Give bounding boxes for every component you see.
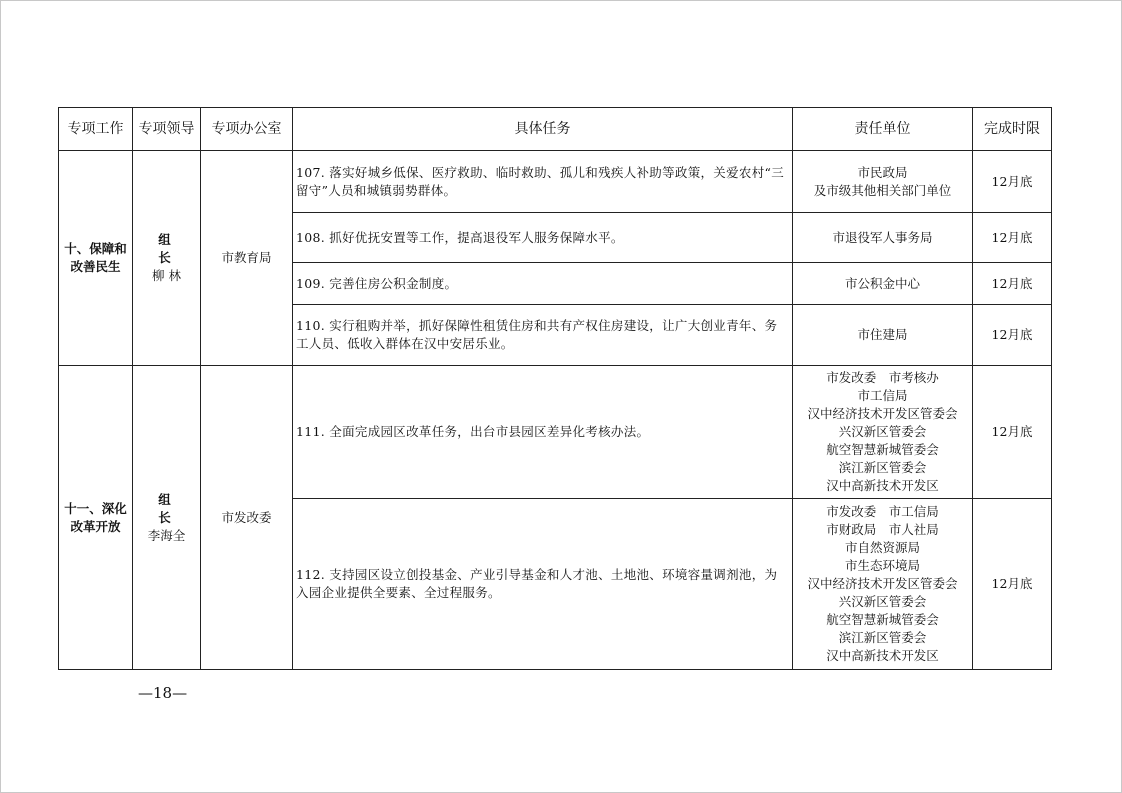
deadline-cell: 12月底 bbox=[973, 366, 1052, 499]
unit-cell bbox=[793, 366, 973, 499]
group-work-cell: 十一、深化改革开放 bbox=[59, 366, 133, 670]
leader-name: 李海全 bbox=[147, 527, 186, 543]
unit-line: 滨江新区管委会 bbox=[838, 630, 927, 645]
unit-line: 滨江新区管委会 bbox=[838, 460, 927, 475]
group-office-cell: 市教育局 bbox=[201, 151, 293, 366]
unit-line: 汉中高新技术开发区 bbox=[826, 648, 939, 663]
header-special-office: 专项办公室 bbox=[201, 108, 293, 151]
unit-line: 市住建局 bbox=[857, 327, 908, 342]
unit-line: 汉中高新技术开发区 bbox=[826, 478, 939, 493]
header-special-leader: 专项领导 bbox=[133, 108, 201, 151]
deadline-cell: 12月底 bbox=[973, 213, 1052, 263]
table-row bbox=[59, 151, 1052, 213]
group-leader-cell bbox=[133, 151, 201, 366]
task-cell: 107. 落实好城乡低保、医疗救助、临时救助、孤儿和残疾人补助等政策，关爱农村“三留守”人员和城镇弱势群体。 bbox=[293, 151, 793, 213]
group-work-cell: 十、保障和改善民生 bbox=[59, 151, 133, 366]
task-cell: 111. 全面完成园区改革任务，出台市县园区差异化考核办法。 bbox=[293, 366, 793, 499]
header-specific-task: 具体任务 bbox=[293, 108, 793, 151]
group-leader-cell bbox=[133, 366, 201, 670]
unit-line: 市生态环境局 bbox=[844, 558, 920, 573]
deadline-cell: 12月底 bbox=[973, 499, 1052, 670]
unit-line: 及市级其他相关部门单位 bbox=[813, 182, 952, 198]
deadline-cell: 12月底 bbox=[973, 151, 1052, 213]
unit-line: 市工信局 bbox=[857, 388, 908, 403]
header-special-work: 专项工作 bbox=[59, 108, 133, 151]
task-table bbox=[58, 107, 1052, 670]
task-cell: 110. 实行租购并举，抓好保障性租赁住房和共有产权住房建设，让广大创业青年、务工人员、低收入群体在汉中安居乐业。 bbox=[293, 305, 793, 366]
unit-line: 市财政局 市人社局 bbox=[826, 522, 939, 537]
unit-cell bbox=[793, 305, 973, 366]
unit-cell bbox=[793, 213, 973, 263]
deadline-cell: 12月底 bbox=[973, 263, 1052, 305]
unit-line: 市公积金中心 bbox=[844, 275, 920, 291]
unit-cell bbox=[793, 263, 973, 305]
page-number: —18— bbox=[138, 684, 188, 702]
header-responsible-unit: 责任单位 bbox=[793, 108, 973, 151]
unit-cell bbox=[793, 499, 973, 670]
task-cell: 109. 完善住房公积金制度。 bbox=[293, 263, 793, 305]
unit-line: 航空智慧新城管委会 bbox=[826, 612, 939, 627]
unit-line: 市发改委 市考核办 bbox=[826, 370, 939, 385]
unit-line: 市发改委 市工信局 bbox=[826, 504, 939, 519]
unit-line: 汉中经济技术开发区管委会 bbox=[807, 406, 958, 421]
unit-line: 汉中经济技术开发区管委会 bbox=[807, 576, 958, 591]
leader-title: 组 长 bbox=[158, 491, 181, 525]
unit-line: 兴汉新区管委会 bbox=[838, 594, 927, 609]
header-deadline: 完成时限 bbox=[973, 108, 1052, 151]
unit-line: 市退役军人事务局 bbox=[832, 229, 933, 245]
unit-line: 航空智慧新城管委会 bbox=[826, 442, 939, 457]
unit-line: 兴汉新区管委会 bbox=[838, 424, 927, 439]
deadline-cell: 12月底 bbox=[973, 305, 1052, 366]
task-cell: 108. 抓好优抚安置等工作，提高退役军人服务保障水平。 bbox=[293, 213, 793, 263]
task-cell: 112. 支持园区设立创投基金、产业引导基金和人才池、土地池、环境容量调剂池，为入园企业提供全要素、全过程服务。 bbox=[293, 499, 793, 670]
table-row bbox=[59, 366, 1052, 499]
leader-name: 柳 林 bbox=[152, 268, 181, 283]
unit-line: 市自然资源局 bbox=[844, 540, 920, 555]
unit-line: 市民政局 bbox=[857, 164, 908, 180]
leader-title: 组 长 bbox=[158, 232, 181, 265]
unit-cell bbox=[793, 151, 973, 213]
group-office-cell: 市发改委 bbox=[201, 366, 293, 670]
header-row bbox=[59, 108, 1052, 151]
